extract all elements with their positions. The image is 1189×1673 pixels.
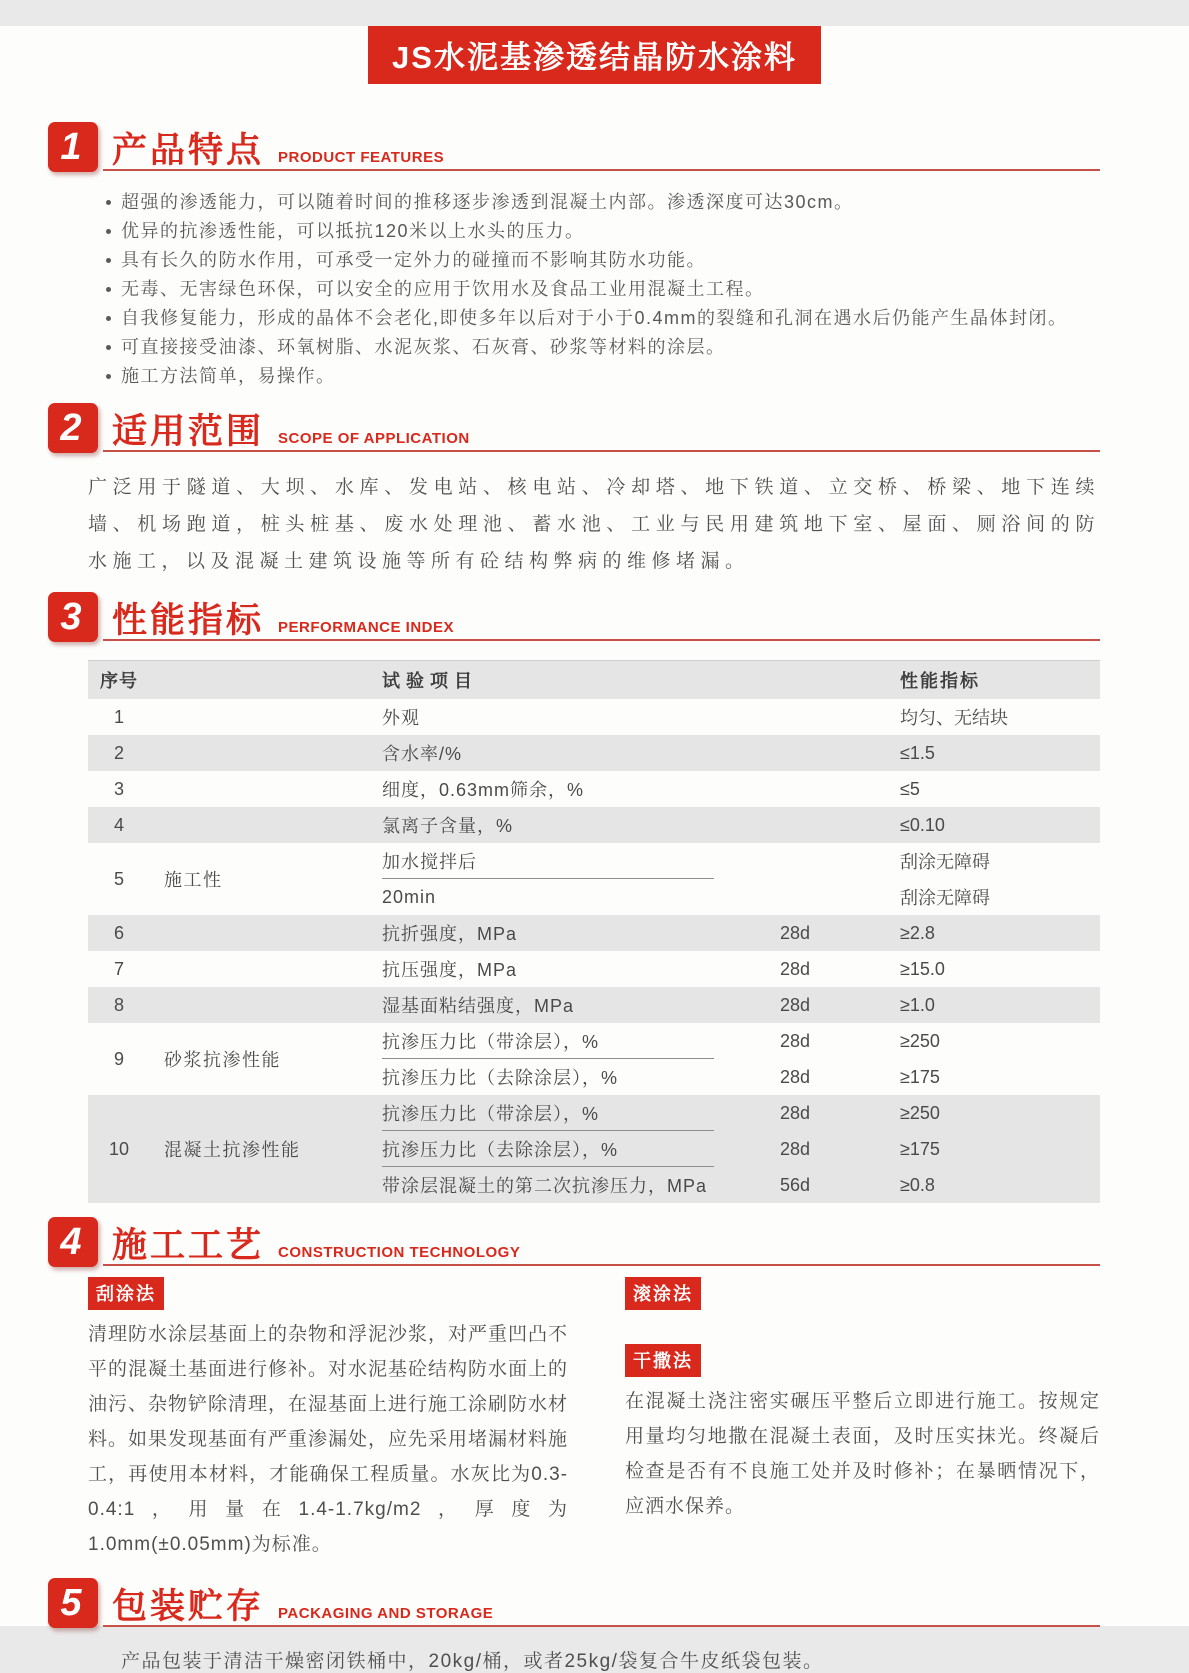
row-lines — [368, 1023, 1100, 1095]
row-seq: 7 — [113, 958, 124, 979]
cell-index-value: 刮涂无障碍 — [900, 888, 990, 908]
cell-index-value: 刮涂无障碍 — [900, 852, 990, 872]
performance-table-row — [88, 951, 1100, 987]
cell-test-item: 抗渗压力比（去除涂层），% — [382, 1068, 619, 1088]
cell-age: 28d — [780, 958, 811, 979]
cell-index-value: ≤1.5 — [900, 742, 935, 763]
cell-index-value: ≤5 — [900, 778, 920, 799]
section-title: 产品特点 — [112, 131, 265, 170]
section-title: 施工工艺 — [112, 1226, 265, 1265]
table-subrow — [368, 987, 1100, 1023]
row-lines — [368, 915, 1100, 951]
construction-columns — [88, 1277, 1100, 1562]
performance-table — [88, 660, 1100, 1203]
roll-method-badge: 滚涂法 — [625, 1277, 701, 1310]
performance-table-row — [88, 699, 1100, 735]
cell-index-value: ≥250 — [900, 1030, 940, 1051]
row-seq: 3 — [113, 778, 124, 799]
table-subrow — [368, 879, 1100, 915]
cell-test-item: 抗渗压力比（带涂层），% — [382, 1032, 600, 1052]
feature-item: 超强的渗透能力，可以随着时间的推移逐步渗透到混凝土内部。渗透深度可达30cm。 — [104, 188, 1114, 217]
cell-test-item: 外观 — [382, 708, 420, 728]
packaging-paragraph: 产品包装于清洁干燥密闭铁桶中，20kg/桶，或者25kg/袋复合牛皮纸袋包装。 — [121, 1651, 824, 1672]
scrape-method-badge: 刮涂法 — [88, 1277, 164, 1310]
row-lines — [368, 771, 1100, 807]
cell-index-value: ≤0.10 — [900, 814, 945, 835]
cell-test-item: 氯离子含量，% — [382, 816, 514, 836]
row-seq: 10 — [108, 1138, 130, 1159]
cell-test-item: 湿基面粘结强度，MPa — [382, 996, 575, 1016]
roll-dry-method-block — [625, 1277, 1100, 1562]
table-subrow — [368, 1023, 1100, 1059]
cell-age: 28d — [780, 994, 811, 1015]
table-subrow — [368, 915, 1100, 951]
table-subrow — [368, 807, 1100, 843]
table-subrow — [368, 951, 1100, 987]
row-seq: 9 — [113, 1048, 124, 1069]
scrape-method-block — [88, 1277, 568, 1562]
cell-test-item: 细度，0.63mm筛余，% — [382, 780, 585, 800]
row-lines — [368, 843, 1100, 915]
performance-table-row — [88, 843, 1100, 915]
performance-table-row — [88, 735, 1100, 771]
table-subrow — [368, 1095, 1100, 1131]
row-seq: 1 — [113, 706, 124, 727]
feature-item: 自我修复能力，形成的晶体不会老化,即使多年以后对于小于0.4mm的裂缝和孔洞在遇水后仍能产生晶体封闭。 — [104, 304, 1114, 333]
section-subtitle: SCOPE OF APPLICATION — [278, 430, 470, 447]
row-lines — [368, 987, 1100, 1023]
feature-item: 可直接接受油漆、环氧树脂、水泥灰浆、石灰膏、砂浆等材料的涂层。 — [104, 333, 1114, 362]
cell-index-value: ≥15.0 — [900, 958, 945, 979]
performance-table-row — [88, 1023, 1100, 1095]
section-subtitle: PRODUCT FEATURES — [278, 149, 445, 166]
section-title: 适用范围 — [112, 412, 265, 451]
table-subrow — [368, 699, 1100, 735]
section-number-badge: 1 — [48, 122, 98, 172]
performance-table-header — [88, 661, 1100, 699]
row-lines — [368, 951, 1100, 987]
row-seq: 5 — [113, 868, 124, 889]
table-subrow — [368, 843, 1100, 879]
section-title: 包装贮存 — [112, 1587, 265, 1626]
scrape-method-text: 清理防水涂层基面上的杂物和浮泥沙浆，对严重凹凸不平的混凝土基面进行修补。对水泥基砼结构防水面上的油污、杂物铲除清理，在湿基面上进行施工涂刷防水材料。如果发现基面有严重渗漏处，应先采用堵漏材料施工，再使用本材料，才能确保工程质量。水灰比为0.3-0.4:1，用量在1.4-1.7kg/m2，厚度为1.0mm(±0.05mm)为标准。 — [88, 1324, 569, 1555]
cell-test-item: 抗折强度，MPa — [382, 924, 518, 944]
table-subrow — [368, 735, 1100, 771]
column-header-item: 试验项目 — [382, 671, 478, 691]
section-subtitle: PACKAGING AND STORAGE — [278, 1605, 494, 1622]
row-category: 砂浆抗渗性能 — [164, 1050, 281, 1070]
section-number-badge: 5 — [48, 1578, 98, 1628]
cell-age: 28d — [780, 1138, 811, 1159]
feature-item: 无毒、无害绿色环保，可以安全的应用于饮用水及食品工业用混凝土工程。 — [104, 275, 1114, 304]
table-subrow — [368, 1131, 1100, 1167]
row-lines — [368, 807, 1100, 843]
performance-table-row — [88, 807, 1100, 843]
cell-test-item: 含水率/% — [382, 744, 463, 764]
table-subrow — [368, 1059, 1100, 1095]
cell-age: 28d — [780, 922, 811, 943]
section-header-performance — [48, 592, 1100, 646]
section-number-badge: 2 — [48, 403, 98, 453]
section-header-features — [48, 122, 1100, 176]
section-number-badge: 4 — [48, 1217, 98, 1267]
feature-item: 优异的抗渗透性能，可以抵抗120米以上水头的压力。 — [104, 217, 1114, 246]
performance-table-row — [88, 771, 1100, 807]
cell-index-value: ≥2.8 — [900, 922, 935, 943]
page-title: JS水泥基渗透结晶防水涂料 — [368, 26, 821, 84]
cell-test-item: 20min — [382, 886, 437, 907]
table-subrow — [368, 1167, 1100, 1203]
column-header-seq: 序号 — [100, 671, 138, 691]
performance-table-row — [88, 987, 1100, 1023]
row-category: 施工性 — [164, 870, 223, 890]
dry-method-text: 在混凝土浇注密实碾压平整后立即进行施工。按规定用量均匀地撒在混凝土表面，及时压实抹光。终凝后检查是否有不良施工处并及时修补；在暴晒情况下，应洒水保养。 — [625, 1391, 1100, 1517]
cell-index-value: ≥1.0 — [900, 994, 935, 1015]
row-seq: 2 — [113, 742, 124, 763]
row-seq: 8 — [113, 994, 124, 1015]
cell-age: 28d — [780, 1066, 811, 1087]
section-subtitle: CONSTRUCTION TECHNOLOGY — [278, 1244, 521, 1261]
section-subtitle: PERFORMANCE INDEX — [278, 619, 455, 636]
row-lines — [368, 1095, 1100, 1203]
feature-item: 施工方法简单，易操作。 — [104, 362, 1114, 391]
row-lines — [368, 735, 1100, 771]
section-header-scope — [48, 403, 1100, 457]
cell-test-item: 带涂层混凝土的第二次抗渗压力，MPa — [382, 1176, 708, 1196]
section-title: 性能指标 — [112, 601, 265, 640]
performance-table-row — [88, 1095, 1100, 1203]
dry-method-badge: 干撒法 — [625, 1344, 701, 1377]
row-lines — [368, 699, 1100, 735]
cell-test-item: 加水搅拌后 — [382, 852, 477, 872]
cell-index-value: ≥175 — [900, 1138, 940, 1159]
row-seq: 6 — [113, 922, 124, 943]
cell-test-item: 抗渗压力比（去除涂层），% — [382, 1140, 619, 1160]
cell-index-value: ≥175 — [900, 1066, 940, 1087]
cell-age: 56d — [780, 1174, 811, 1195]
column-header-index: 性能指标 — [900, 671, 980, 691]
cell-test-item: 抗压强度，MPa — [382, 960, 518, 980]
row-seq: 4 — [113, 814, 124, 835]
cell-test-item: 抗渗压力比（带涂层），% — [382, 1104, 600, 1124]
section-header-construction — [48, 1217, 1100, 1271]
table-subrow — [368, 771, 1100, 807]
document-page — [0, 26, 1189, 1672]
feature-item: 具有长久的防水作用，可承受一定外力的碰撞而不影响其防水功能。 — [104, 246, 1114, 275]
performance-table-row — [88, 915, 1100, 951]
feature-list — [104, 188, 1114, 391]
section-header-packaging — [48, 1578, 1100, 1632]
cell-index-value: ≥0.8 — [900, 1174, 935, 1195]
cell-age: 28d — [780, 1030, 811, 1051]
cell-index-value: ≥250 — [900, 1102, 940, 1123]
row-category: 混凝土抗渗性能 — [164, 1140, 301, 1160]
cell-index-value: 均匀、无结块 — [900, 708, 1008, 728]
cell-age: 28d — [780, 1102, 811, 1123]
section-number-badge: 3 — [48, 592, 98, 642]
scope-paragraph: 广泛用于隧道、大坝、水库、发电站、核电站、冷却塔、地下铁道、立交桥、桥梁、地下连续墙、机场跑道，桩头桩基、废水处理池、蓄水池、工业与民用建筑地下室、屋面、厕浴间的防水施工，以及混凝土建筑设施等所有砼结构弊病的维修堵漏。 — [88, 477, 1100, 572]
performance-table-body — [88, 699, 1100, 1203]
